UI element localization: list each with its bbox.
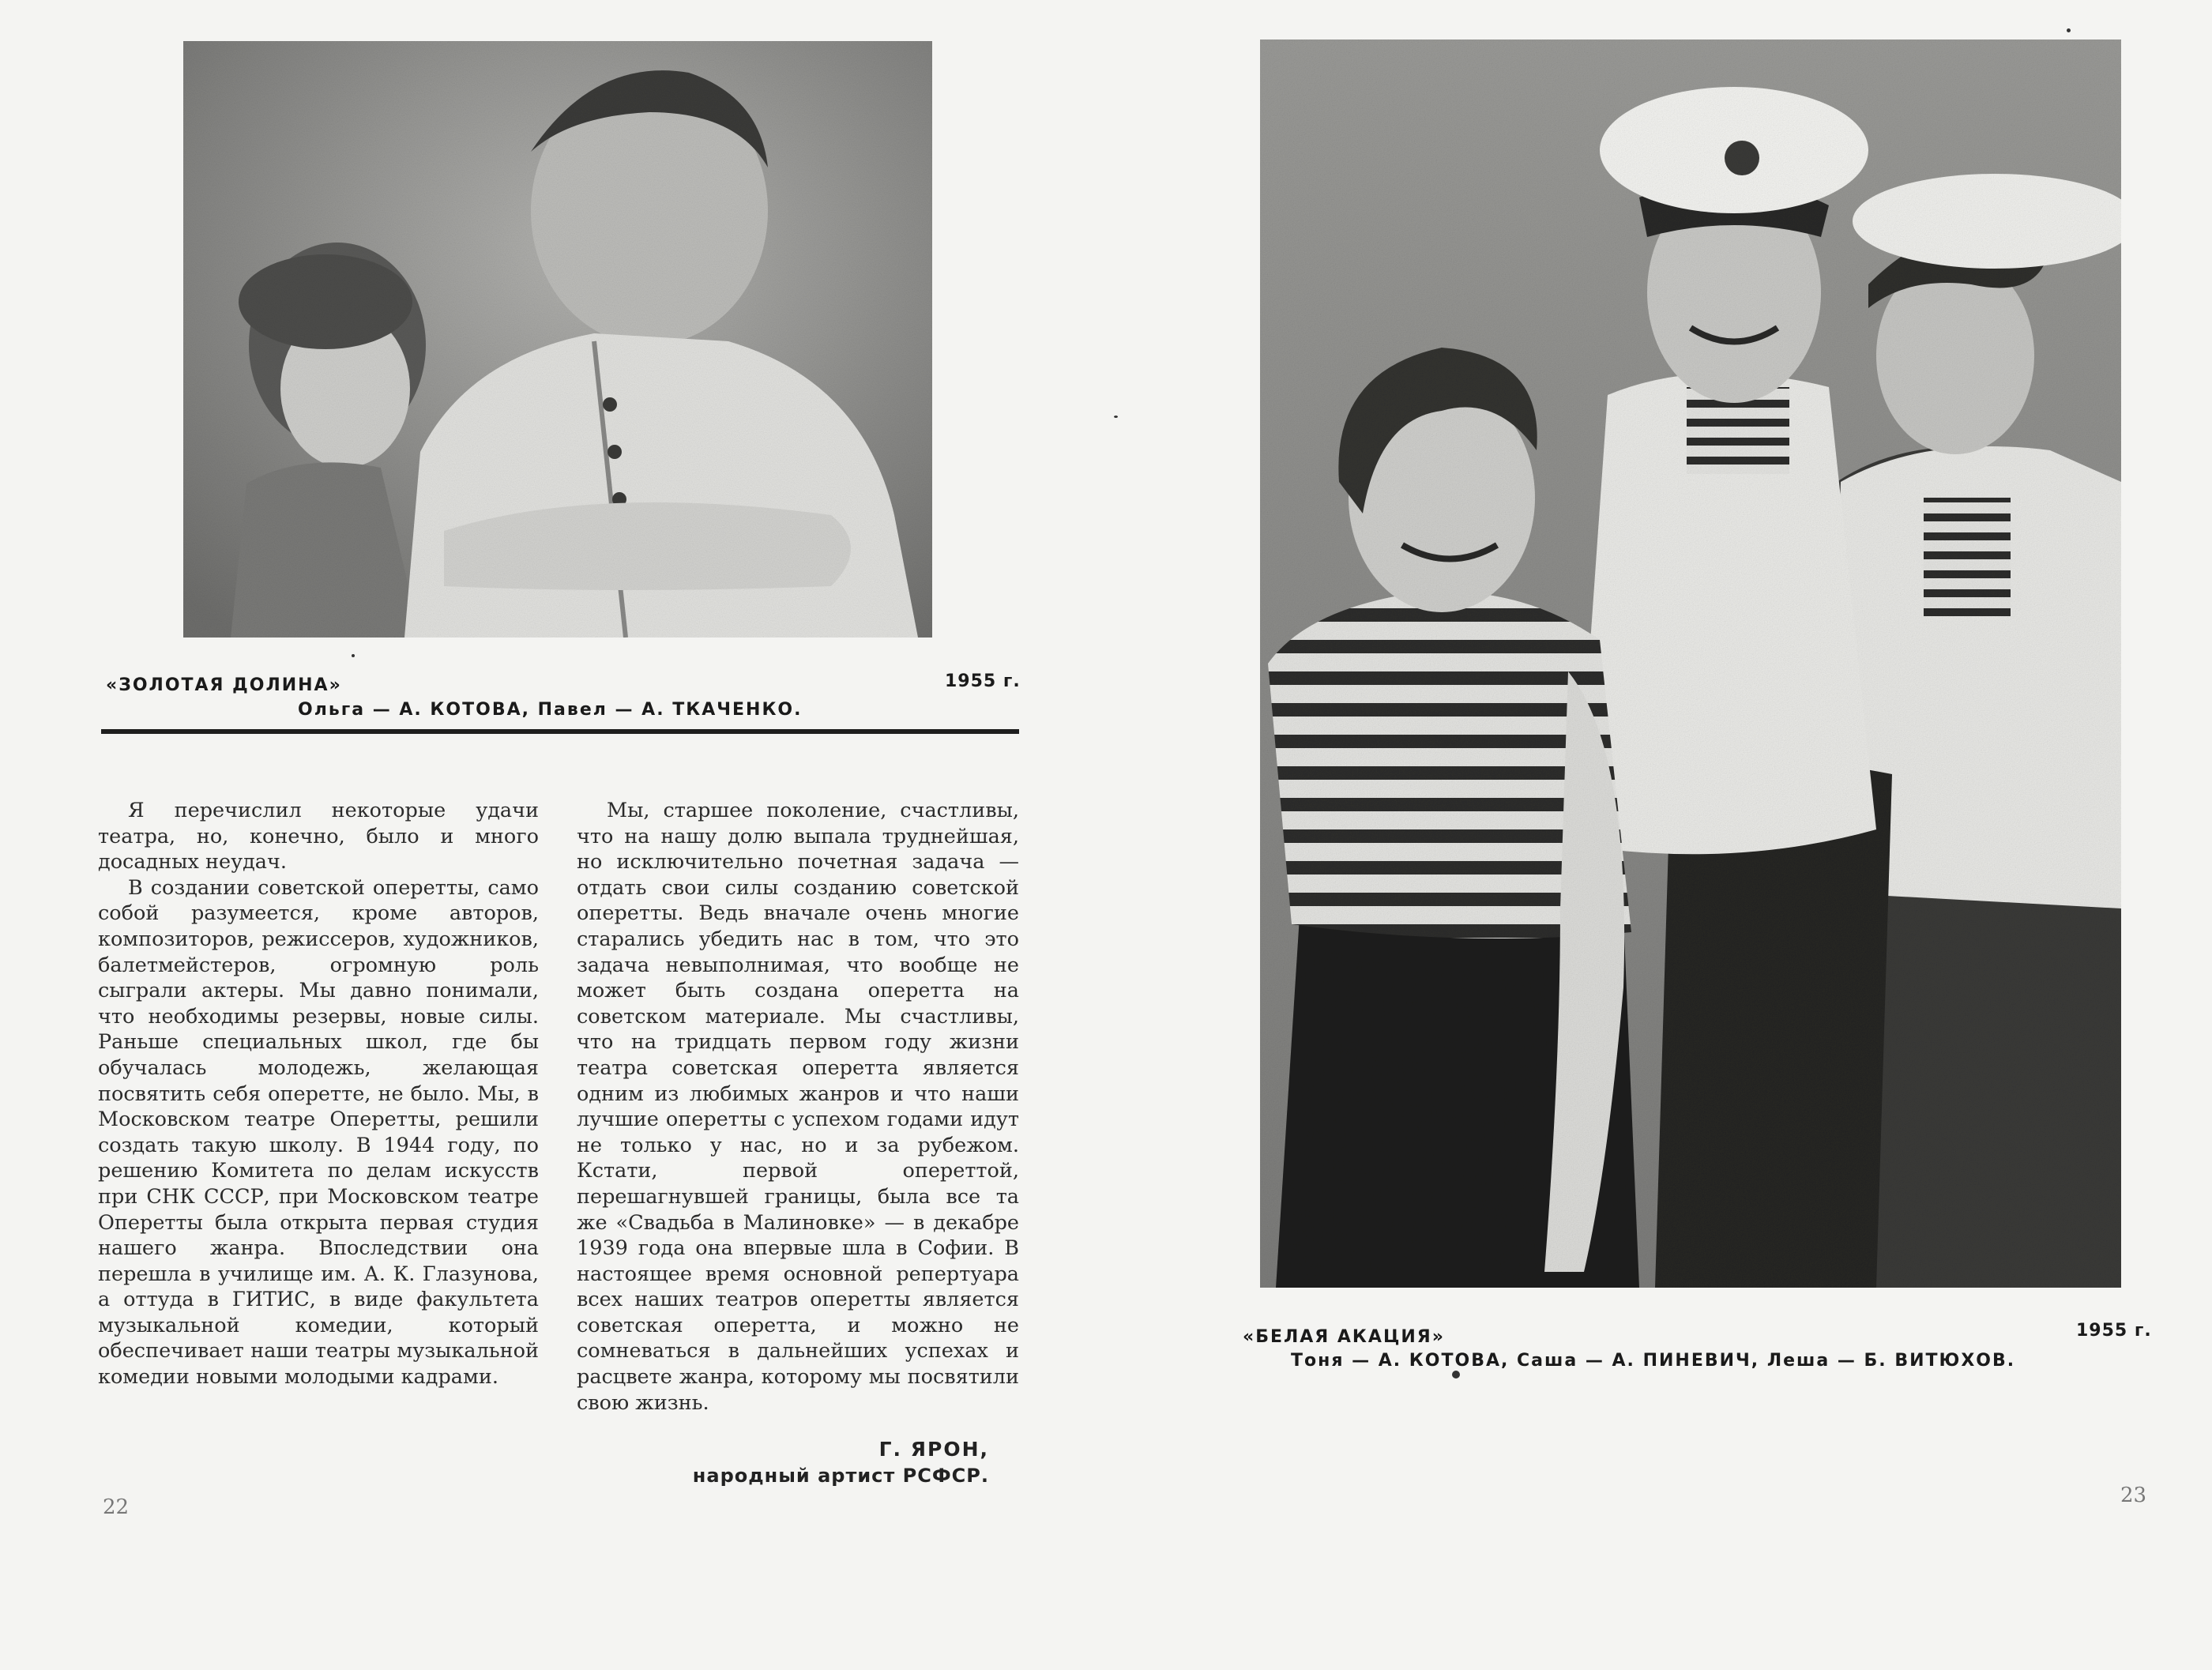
ink-speck [1452, 1371, 1460, 1379]
author-name: Г. ЯРОН, [878, 1438, 989, 1461]
photo-2-cast: Тоня — А. КОТОВА, Саша — А. ПИНЕВИЧ, Леша — Б. ВИТЮХОВ. [1291, 1351, 2016, 1371]
ink-speck [1114, 416, 1118, 418]
right-page [1106, 0, 2212, 1670]
photo-2-title: «БЕЛАЯ АКАЦИЯ» [1243, 1327, 1445, 1347]
photo-1-cast: Ольга — А. КОТОВА, Павел — А. ТКАЧЕНКО. [298, 700, 803, 720]
photo-belaya-akaciya-image [1260, 39, 2121, 1288]
photo-zolotaya-dolina-image [183, 41, 932, 638]
author-title: народный артист РСФСР. [692, 1465, 989, 1487]
photo-1-year: 1955 г. [945, 671, 1021, 691]
ink-speck [352, 654, 355, 657]
column-1-paragraph-1: Я перечислил некоторые удачи театра, но, конечно, было и много досадных неудач. [98, 799, 539, 874]
photo-2-year: 1955 г. [2076, 1321, 2152, 1341]
column-1-paragraph-2: В создании советской оперетты, само собой разумеется, кроме авторов, композиторов, режиссеров, художников, балетмейстеров, огромную роль сыграли актеры. Мы давно понимали, что необходимы резервы, новые силы. Раньше специальных школ, где бы обучалась молодежь, желающая посвятить себя оперетте, не было. Мы, в Московском театре Оперетты, решили создать такую школу. В 1944 году, по решению Комитета по делам искусств при СНК СССР, при Московском театре Оперетты была открыта первая студия нашего жанра. Впоследствии она перешла в училище им. А. К. Глазунова, а оттуда в ГИТИС, в виде факультета музыкальной комедии, который обеспечивает наши театры музыкальной комедии новыми молодыми кадрами. [98, 875, 539, 1390]
caption-divider [101, 729, 1019, 734]
photo-1-title: «ЗОЛОТАЯ ДОЛИНА» [106, 675, 342, 695]
ink-speck [2067, 28, 2071, 32]
page-number-right: 23 [2120, 1484, 2147, 1507]
article-column-2 [577, 798, 1019, 1416]
photo-zolotaya-dolina [183, 41, 932, 638]
article-column-1 [98, 798, 539, 1390]
column-2-paragraph-1: Мы, старшее поколение, счастливы, что на нашу долю выпала труднейшая, но исключительно почетная задача — отдать свои силы созданию советской оперетты. Ведь вначале очень многие старались убедить нас в том, что это задача невыполнимая, что вообще не может быть создана оперетта на советском материале. Мы счастливы, что на тридцать первом году жизни театра советская оперетта является одним из любимых жанров и что наши лучшие оперетты с успехом годами идут не только у нас, но и за рубежом. Кстати, первой опереттой, перешагнувшей границы, была все та же «Свадьба в Малиновке» — в декабре 1939 года она впервые шла в Софии. В настоящее время основной репертуара всех наших театров оперетты является советская оперетта, и можно не сомневаться в дальнейших успехах и расцвете жанра, которому мы посвятили свою жизнь. [577, 799, 1019, 1415]
photo-belaya-akaciya [1260, 39, 2121, 1288]
page-number-left: 22 [103, 1495, 130, 1519]
